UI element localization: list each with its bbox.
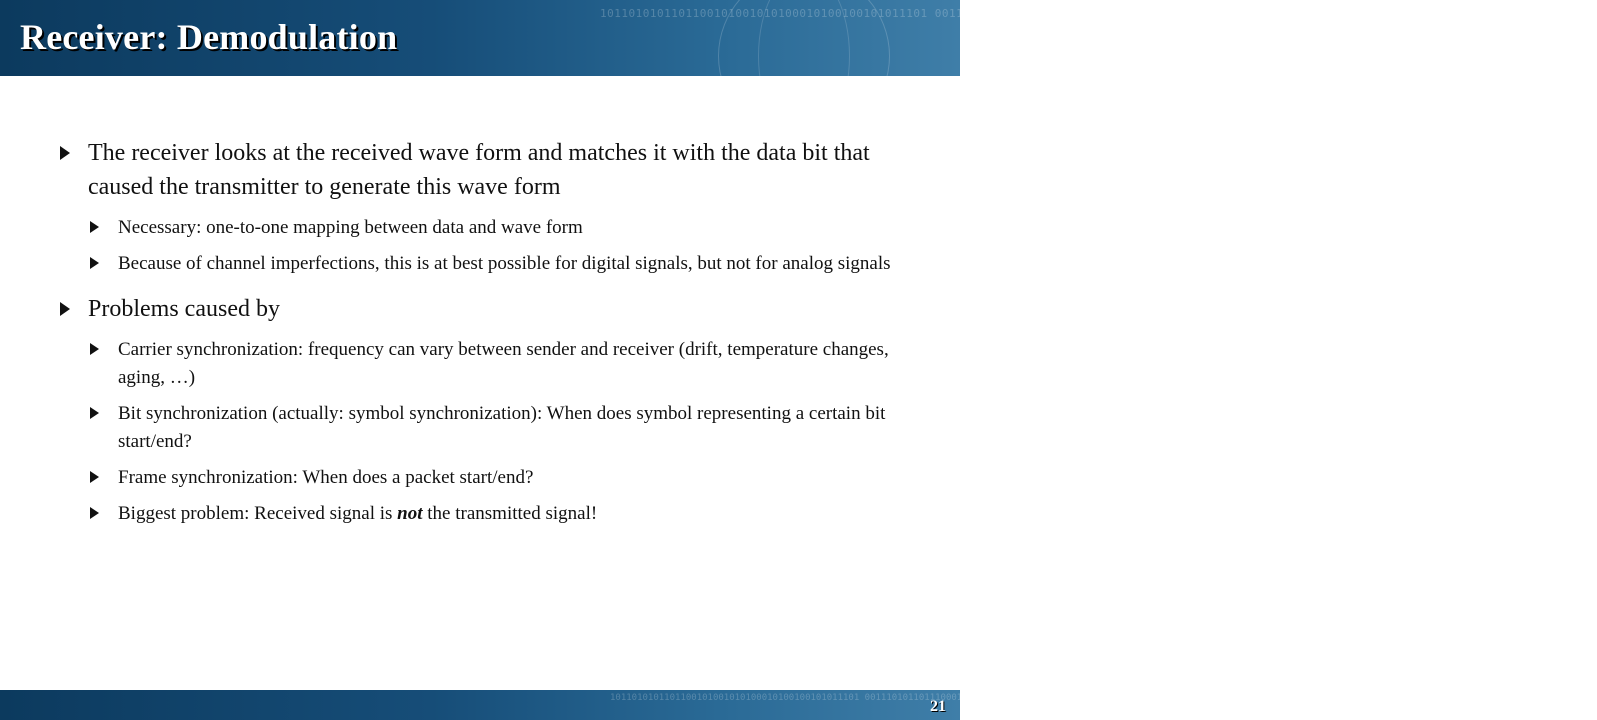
subbullet-one-to-one [88, 214, 908, 242]
header-binary-decoration: 1011010101101100101001010100010100100101011101 0011101011011100010010101000101001010010110101 1010010110101001001010110010100101001101010010 [600, 7, 1597, 20]
subbullet-text: Because of channel imperfections, this is at best possible for digital signals, but not for analog signals [118, 253, 891, 274]
bullet-arrow-icon [60, 146, 70, 160]
subbullet-text: Carrier synchronization: frequency can vary between sender and receiver (drift, temperature changes, aging, …) [118, 339, 889, 388]
bullet-arrow-icon [90, 507, 99, 519]
subbullet-text: Necessary: one-to-one mapping between data and wave form [118, 217, 583, 238]
slide-title: Receiver: Demodulation [20, 17, 398, 57]
bullet-arrow-icon [90, 221, 99, 233]
subbullet-text-pre: Biggest problem: Received signal is [118, 503, 398, 524]
bullet-arrow-icon [90, 257, 99, 269]
bullet-arrow-icon [90, 343, 99, 355]
bullet-arrow-icon [90, 407, 99, 419]
subbullet-biggest-problem [88, 500, 908, 528]
subbullet-text-post: the transmitted signal! [422, 503, 598, 524]
header-bar [0, 0, 1597, 76]
bullet-arrow-icon [60, 302, 70, 316]
subbullet-channel-imperfections [88, 250, 908, 278]
footer-bar [0, 690, 1114, 720]
subbullet-text: Bit synchronization (actually: symbol synchronization): When does symbol representing a certain bit start/end? [118, 403, 886, 452]
subbullet-carrier-sync [88, 336, 908, 392]
bullet-receiver-matching [58, 136, 908, 204]
bullet-arrow-icon [90, 471, 99, 483]
bullet-text: Problems caused by [88, 296, 280, 322]
bullet-text: The receiver looks at the received wave form and matches it with the data bit that caused the transmitter to generate this wave form [88, 140, 870, 200]
emphasis-not: not [397, 503, 423, 524]
page-number: 21 [930, 698, 946, 715]
subbullet-text: Frame synchronization: When does a packet start/end? [118, 467, 534, 488]
footer-binary-decoration: 1011010101101100101001010100010100100101011101 0011101011011100010010101000101001010010110101 [610, 693, 1114, 703]
bullet-problems [58, 292, 908, 326]
subbullet-bit-sync [88, 400, 908, 456]
slide-content [58, 136, 908, 536]
subbullet-frame-sync [88, 464, 908, 492]
